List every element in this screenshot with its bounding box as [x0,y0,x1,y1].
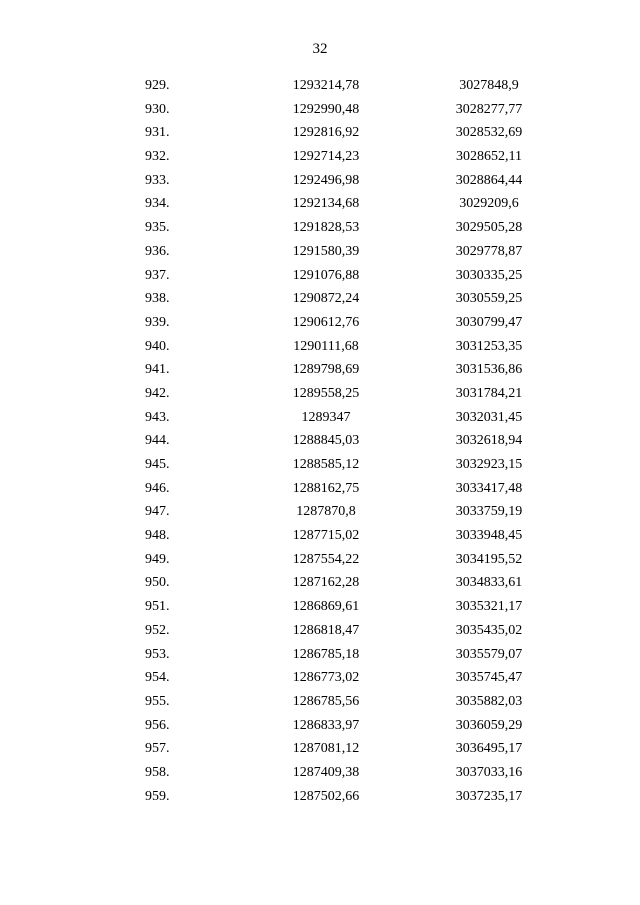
point-number-cell: 951. [145,599,170,615]
y-coordinate-cell: 3036495,17 [455,741,523,757]
x-coordinate-cell: 1292816,92 [292,125,360,141]
y-coordinate-cell: 3030335,25 [455,267,523,283]
y-coordinate-cell: 3031536,86 [455,362,523,378]
y-coordinate-cell: 3035745,47 [455,670,523,686]
point-number-cell: 956. [145,717,170,733]
table-row [0,477,640,501]
x-coordinate-cell: 1287554,22 [292,551,360,567]
table-row [0,145,640,169]
point-number-cell: 939. [145,314,170,330]
point-number-cell: 937. [145,267,170,283]
point-number-cell: 950. [145,575,170,591]
table-row [0,264,640,288]
table-row [0,74,640,98]
y-coordinate-cell: 3032923,15 [455,457,523,472]
x-coordinate-cell: 1287081,12 [292,741,360,757]
table-row [0,785,640,809]
y-coordinate-cell: 3036059,29 [455,717,523,733]
x-coordinate-cell: 1288845,03 [292,433,360,449]
table-row [0,358,640,382]
table-row [0,240,640,264]
table-row [0,571,640,595]
table-row [0,500,640,524]
table-row [0,643,640,667]
x-coordinate-cell: 1290612,76 [292,314,360,330]
x-coordinate-cell: 1287409,38 [292,764,360,780]
point-number-cell: 954. [145,670,170,686]
y-coordinate-cell: 3029505,28 [455,220,523,236]
y-coordinate-cell: 3028277,77 [455,101,523,117]
point-number-cell: 938. [145,291,170,307]
point-number-cell: 930. [145,101,170,117]
table-row [0,311,640,335]
x-coordinate-cell: 1286773,02 [292,670,360,686]
table-row [0,406,640,430]
x-coordinate-cell: 1287162,28 [292,575,360,591]
point-number-cell: 943. [145,409,170,425]
y-coordinate-cell: 3035882,03 [455,693,523,709]
coordinate-table [0,74,640,808]
table-row [0,429,640,453]
table-row [0,287,640,311]
table-row [0,595,640,619]
y-coordinate-cell: 3034195,52 [455,551,523,567]
x-coordinate-cell: 1291828,53 [292,220,360,236]
point-number-cell: 942. [145,385,170,401]
y-coordinate-cell: 3033948,45 [455,528,523,544]
point-number-cell: 941. [145,362,170,378]
y-coordinate-cell: 3030559,25 [455,291,523,307]
point-number-cell: 952. [145,622,170,638]
table-row [0,121,640,145]
x-coordinate-cell: 1292714,23 [292,149,360,165]
table-row [0,737,640,761]
table-row [0,548,640,572]
x-coordinate-cell: 1289558,25 [292,385,360,401]
x-coordinate-cell: 1290111,68 [293,338,359,354]
table-row [0,619,640,643]
point-number-cell: 931. [145,125,170,141]
point-number-cell: 929. [145,78,170,93]
y-coordinate-cell: 3032031,45 [455,409,523,425]
point-number-cell: 957. [145,741,170,757]
x-coordinate-cell: 1290872,24 [292,291,360,307]
point-number-cell: 946. [145,480,170,496]
point-number-cell: 933. [145,172,170,188]
point-number-cell: 936. [145,243,170,259]
x-coordinate-cell: 1286833,97 [292,717,360,733]
point-number-cell: 940. [145,338,170,354]
y-coordinate-cell: 3028864,44 [455,172,523,188]
y-coordinate-cell: 3029778,87 [455,243,523,259]
y-coordinate-cell: 3037033,16 [455,764,523,780]
y-coordinate-cell: 3033417,48 [455,480,523,496]
x-coordinate-cell: 1292990,48 [292,101,360,117]
x-coordinate-cell: 1289347 [301,409,351,425]
point-number-cell: 945. [145,457,170,472]
y-coordinate-cell: 3031784,21 [455,385,523,401]
table-row [0,714,640,738]
table-row [0,761,640,785]
x-coordinate-cell: 1292496,98 [292,172,360,188]
x-coordinate-cell: 1292134,68 [292,196,360,212]
y-coordinate-cell: 3031253,35 [455,338,523,354]
x-coordinate-cell: 1286818,47 [292,622,360,638]
x-coordinate-cell: 1289798,69 [292,362,360,378]
point-number-cell: 934. [145,196,170,212]
y-coordinate-cell: 3029209,6 [459,196,519,212]
y-coordinate-cell: 3034833,61 [455,575,523,591]
x-coordinate-cell: 1287502,66 [292,788,360,804]
x-coordinate-cell: 1288162,75 [292,480,360,496]
table-row [0,335,640,359]
point-number-cell: 932. [145,149,170,165]
y-coordinate-cell: 3028532,69 [455,125,523,141]
x-coordinate-cell: 1286785,18 [292,646,360,662]
y-coordinate-cell: 3035321,17 [455,599,523,615]
x-coordinate-cell: 1286785,56 [292,693,360,709]
table-row [0,666,640,690]
table-row [0,216,640,240]
y-coordinate-cell: 3028652,11 [456,149,522,165]
table-row [0,453,640,477]
x-coordinate-cell: 1293214,78 [292,78,360,93]
x-coordinate-cell: 1291580,39 [292,243,360,259]
point-number-cell: 935. [145,220,170,236]
table-row [0,98,640,122]
x-coordinate-cell: 1287870,8 [296,504,356,520]
y-coordinate-cell: 3033759,19 [455,504,523,520]
page-number: 32 [312,41,328,57]
point-number-cell: 953. [145,646,170,662]
point-number-cell: 958. [145,764,170,780]
y-coordinate-cell: 3027848,9 [459,78,519,93]
point-number-cell: 959. [145,788,170,804]
point-number-cell: 949. [145,551,170,567]
y-coordinate-cell: 3035435,02 [455,622,523,638]
table-row [0,382,640,406]
x-coordinate-cell: 1288585,12 [292,457,360,472]
table-row [0,524,640,548]
table-row [0,690,640,714]
y-coordinate-cell: 3032618,94 [455,433,523,449]
point-number-cell: 955. [145,693,170,709]
x-coordinate-cell: 1287715,02 [292,528,360,544]
x-coordinate-cell: 1286869,61 [292,599,360,615]
x-coordinate-cell: 1291076,88 [292,267,360,283]
table-row [0,192,640,216]
y-coordinate-cell: 3030799,47 [455,314,523,330]
point-number-cell: 948. [145,528,170,544]
table-row [0,169,640,193]
y-coordinate-cell: 3035579,07 [455,646,523,662]
point-number-cell: 944. [145,433,170,449]
y-coordinate-cell: 3037235,17 [455,788,523,804]
point-number-cell: 947. [145,504,170,520]
